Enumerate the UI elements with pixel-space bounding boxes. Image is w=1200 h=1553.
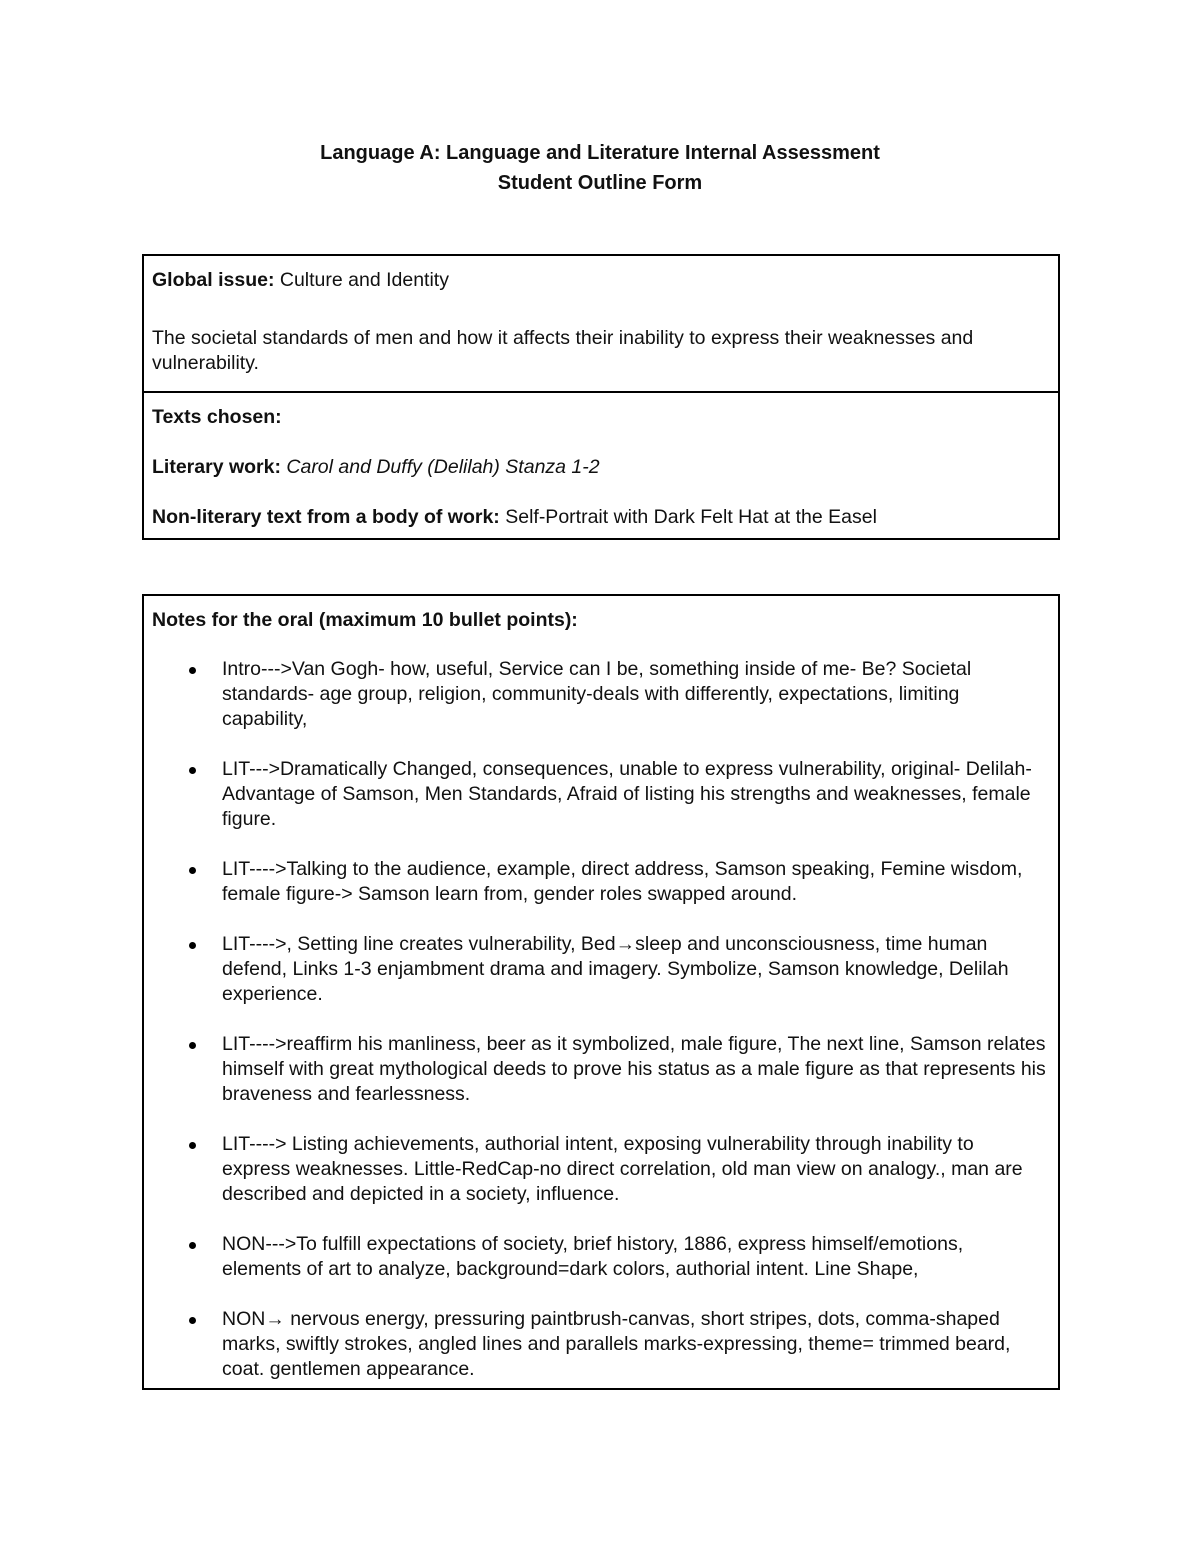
- texts-chosen-cell: [144, 405, 1058, 530]
- bullet-icon: [189, 667, 196, 674]
- oral-notes-heading: Notes for the oral (maximum 10 bullet points):: [152, 609, 578, 631]
- list-item: [152, 757, 1050, 832]
- bullet-icon: [189, 867, 196, 874]
- table-divider: [144, 391, 1058, 393]
- list-item: [152, 1307, 1050, 1382]
- bullet-icon: [189, 1042, 196, 1049]
- literary-work-label: Literary work:: [152, 456, 281, 478]
- list-item: [152, 657, 1050, 732]
- note-text: LIT----> Listing achievements, authorial intent, exposing vulnerability through inability to express weaknesses. Little-RedCap-no direct correlation, old man view on analogy., man are described and depicted in a society, influence.: [222, 1133, 1023, 1205]
- list-item: [152, 1032, 1050, 1107]
- issue-texts-table: [142, 254, 1060, 540]
- global-issue-line: [152, 268, 1050, 293]
- nonliterary-text-line: [152, 505, 1050, 530]
- note-text: NON--->To fulfill expectations of society, brief history, 1886, express himself/emotions, elements of art to analyze, background=dark colors, authorial intent. Line Shape,: [222, 1233, 964, 1280]
- document-header: [0, 138, 1200, 198]
- global-issue-value: Culture and Identity: [274, 269, 449, 291]
- oral-notes-list: [152, 657, 1050, 1382]
- nonliterary-text-label: Non-literary text from a body of work:: [152, 506, 500, 528]
- bullet-icon: [189, 942, 196, 949]
- note-text: LIT---->Talking to the audience, example, direct address, Samson speaking, Femine wisdom, female figure-> Samson learn from, gender roles swapped around.: [222, 858, 1023, 905]
- note-text: LIT--->Dramatically Changed, consequences, unable to express vulnerability, original- Delilah-Advantage of Samson, Men Standards, Afraid of listing his strengths and weaknesses, female figure.: [222, 758, 1032, 830]
- bullet-icon: [189, 1317, 196, 1324]
- note-text: Intro--->Van Gogh- how, useful, Service can I be, something inside of me- Be? Societal standards- age group, religion, community-deals with differently, expectations, limiting capability,: [222, 658, 972, 730]
- literary-work-value: Carol and Duffy (Delilah) Stanza 1-2: [280, 456, 600, 478]
- global-issue-description: The societal standards of men and how it affects their inability to express their weaknesses and vulnerability.: [152, 327, 974, 374]
- bullet-icon: [189, 1242, 196, 1249]
- list-item: [152, 932, 1050, 1007]
- oral-notes-table: [142, 594, 1060, 1390]
- bullet-icon: [189, 1142, 196, 1149]
- bullet-icon: [189, 767, 196, 774]
- texts-chosen-heading: Texts chosen:: [152, 406, 282, 428]
- oral-notes-cell: [144, 608, 1058, 1407]
- nonliterary-text-value: Self-Portrait with Dark Felt Hat at the Easel: [499, 506, 877, 528]
- note-text: NON→ nervous energy, pressuring paintbrush-canvas, short stripes, dots, comma-shaped marks, swiftly strokes, angled lines and parallels marks-expressing, theme= trimmed beard, coat. gentlemen appearance.: [222, 1308, 1011, 1380]
- note-text: LIT---->reaffirm his manliness, beer as it symbolized, male figure, The next line, Samson relates himself with great mythological deeds to prove his status as a male figure as that represents his braveness and fearlessness.: [222, 1033, 1046, 1105]
- note-text: LIT---->, Setting line creates vulnerability, Bed→sleep and unconsciousness, time human defend, Links 1-3 enjambment drama and imagery. Symbolize, Samson knowledge, Delilah experience.: [222, 933, 1009, 1005]
- literary-work-line: [152, 455, 1050, 480]
- document-title: Language A: Language and Literature Internal Assessment: [320, 142, 880, 164]
- global-issue-label: Global issue:: [152, 269, 275, 291]
- list-item: [152, 857, 1050, 907]
- document-subtitle: Student Outline Form: [497, 172, 703, 194]
- list-item: [152, 1232, 1050, 1282]
- list-item: [152, 1132, 1050, 1207]
- global-issue-cell: [144, 268, 1058, 376]
